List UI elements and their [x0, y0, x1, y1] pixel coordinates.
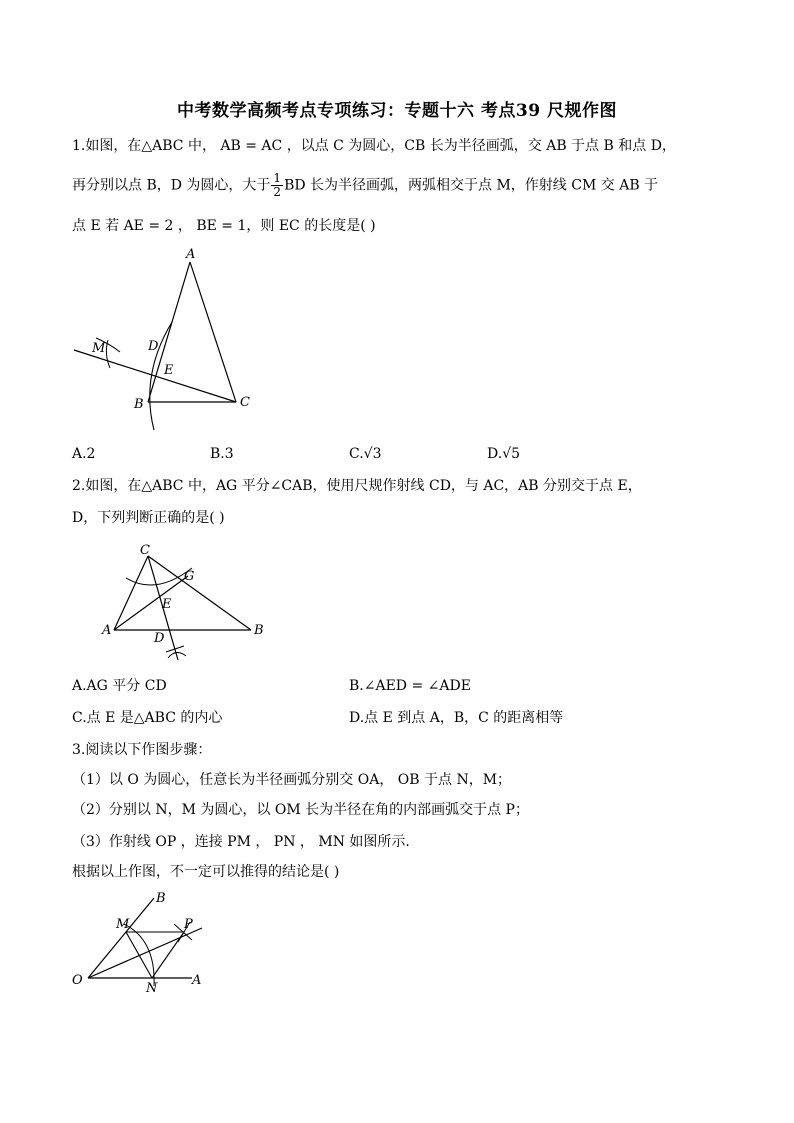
label-O: O [72, 973, 83, 988]
q1-option-b: B.3 [210, 446, 234, 462]
ray-OP [88, 928, 202, 978]
q1-option-a: A.2 [72, 446, 96, 462]
q3-step1: （1）以 O 为圆心，任意长为半径画弧分别交 OA， OB 于点 N，M； [72, 772, 512, 788]
sqrt-5: √5 [502, 446, 521, 462]
segment-CA [114, 556, 148, 630]
q2-option-c: C.点 E 是△ABC 的内心 [72, 710, 223, 726]
q2-text-line2: D，下列判断正确的是( ) [72, 510, 225, 526]
q1-line2-post: BD 长为半径画弧，两弧相交于点 M，作射线 CM 交 AB 于 [284, 177, 659, 194]
q2-text-line1: 2.如图，在△ABC 中，AG 平分∠CAB，使用尺规作射线 CD，与 AC，AB 分别交于点 E， [72, 478, 642, 494]
label-D: D [148, 339, 159, 354]
label-B: B [156, 891, 166, 906]
ray-CM [74, 350, 236, 402]
q3-step2: （2）分别以 N，M 为圆心，以 OM 长为半径在角的内部画弧交于点 P； [72, 802, 529, 818]
q1-option-c: C.√3 [349, 446, 382, 462]
label-A: A [102, 623, 112, 638]
label-A: A [192, 973, 202, 988]
fraction-numerator: 1 [273, 171, 282, 185]
label-D: D [154, 631, 165, 646]
q1-text-line2 [72, 172, 658, 199]
page-title: 中考数学高频考点专项练习：专题十六 考点39 尺规作图 [177, 101, 617, 121]
sqrt-3: √3 [363, 446, 382, 462]
q2-triangle-figure [96, 538, 276, 668]
q3-angle-bisector-figure [70, 888, 220, 998]
label-G: G [184, 569, 195, 584]
label-C: C [140, 543, 150, 558]
label-M: M [92, 341, 106, 356]
q1-text-line1: 1.如图，在△ABC 中， AB = AC ，以点 C 为圆心，CB 长为半径画弧，交 AB 于点 B 和点 D， [72, 138, 676, 154]
arc-near-C [126, 568, 195, 585]
segment-PN [152, 932, 184, 978]
ray-AG [114, 576, 188, 630]
label-B: B [134, 397, 144, 412]
q1-triangle-figure [60, 240, 260, 435]
q1-option-d: D.√5 [487, 446, 521, 462]
q3-text-line5: 根据以上作图，不一定可以推得的结论是( ) [72, 864, 340, 880]
label-P: P [184, 917, 193, 932]
segment-AC [190, 262, 236, 402]
label-M: M [116, 917, 130, 932]
label-E: E [164, 363, 174, 378]
label-N: N [146, 981, 158, 996]
fraction-one-half [271, 172, 283, 199]
label-A: A [186, 247, 196, 262]
fraction-denominator: 2 [273, 185, 282, 199]
segment-MN [126, 932, 152, 978]
q1-text-line3: 点 E 若 AE = 2 ， BE = 1，则 EC 的长度是( ) [72, 218, 376, 234]
q3-step3: （3）作射线 OP ，连接 PM ， PN ， MN 如图所示. [72, 834, 410, 850]
q2-option-d: D.点 E 到点 A，B，C 的距离相等 [349, 710, 564, 726]
label-C: C [240, 395, 250, 410]
label-E: E [162, 597, 172, 612]
ray-OB [88, 898, 154, 978]
label-B: B [254, 623, 264, 638]
q2-option-a: A.AG 平分 CD [72, 678, 167, 694]
q3-text-line1: 3.阅读以下作图步骤： [72, 742, 212, 758]
q1-line2-pre: 再分别以点 B，D 为圆心，大于 [72, 177, 271, 194]
segment-CB [148, 556, 251, 630]
q2-option-b: B.∠AED = ∠ADE [349, 678, 471, 694]
